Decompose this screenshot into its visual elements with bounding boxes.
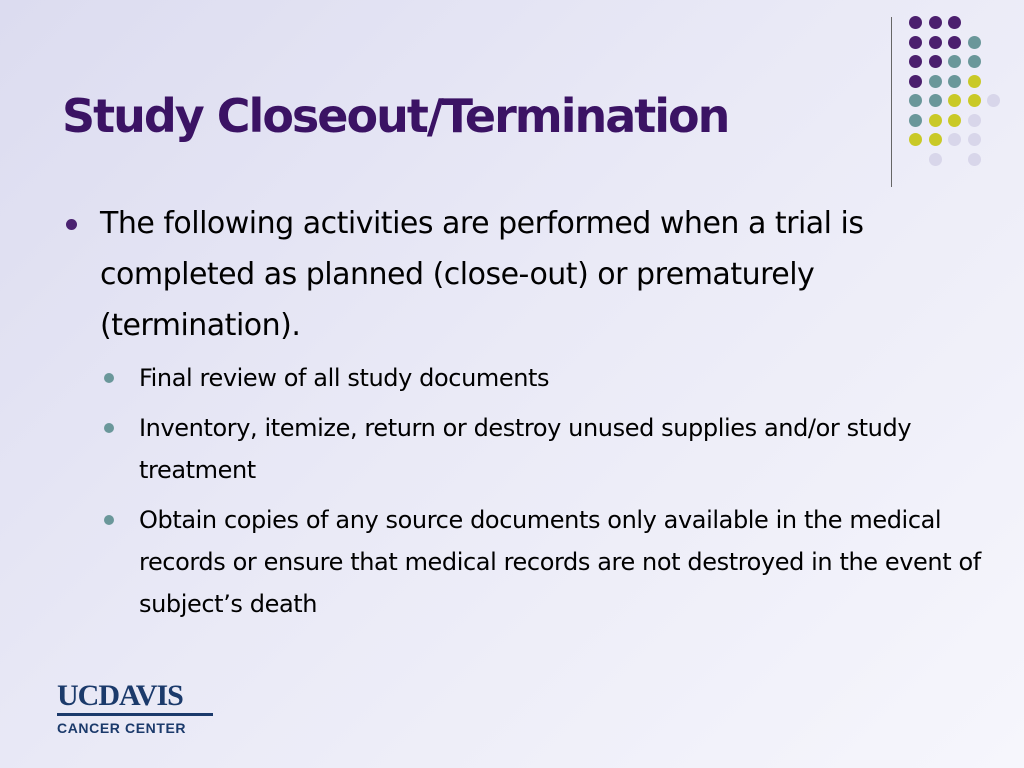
decoration-dot [929,153,942,166]
sub-bullet-dot-icon [104,373,114,383]
sub-bullet-dot-icon [104,423,114,433]
slide-title: Study Closeout/Termination [62,89,729,143]
decoration-dot [929,75,942,88]
decoration-dot [948,36,961,49]
decoration-dot [929,16,942,29]
decoration-dot [909,55,922,68]
dot-pattern-decoration [909,16,1011,162]
bullet-item-main [62,198,982,351]
decoration-dot [968,133,981,146]
decoration-dot [909,94,922,107]
decoration-dot [948,94,961,107]
sub-bullet-text: Obtain copies of any source documents only available in the medical records or ensure that medical records are not destroyed in the event of subject’s death [139,506,981,618]
bullet-text: The following activities are performed when a trial is completed as planned (close-out) or prematurely (termination). [100,206,864,343]
decoration-dot [968,153,981,166]
sub-bullet-text: Inventory, itemize, return or destroy unused supplies and/or study treatment [139,414,912,484]
sub-bullet-text: Final review of all study documents [139,364,550,392]
decoration-dot [929,36,942,49]
decoration-dot [987,94,1000,107]
decoration-dot [968,114,981,127]
ucdavis-cancer-center-logo [57,680,213,736]
logo-subtitle: CANCER CENTER [57,720,187,736]
slide-content [62,198,982,633]
decoration-dot [948,75,961,88]
decoration-dot [929,94,942,107]
decoration-dot [909,114,922,127]
sub-bullet-dot-icon [104,515,114,525]
vertical-divider [891,17,892,187]
decoration-dot [929,114,942,127]
sub-bullet-item [139,407,982,491]
sub-bullet-item [139,357,982,399]
bullet-dot-icon [66,219,77,230]
decoration-dot [909,36,922,49]
decoration-dot [948,55,961,68]
decoration-dot [929,133,942,146]
logo-wordmark: UCDAVIS [57,679,183,712]
sub-bullet-item [139,499,982,625]
decoration-dot [909,75,922,88]
decoration-dot [968,75,981,88]
decoration-dot [948,114,961,127]
decoration-dot [909,16,922,29]
decoration-dot [948,133,961,146]
decoration-dot [929,55,942,68]
decoration-dot [968,55,981,68]
decoration-dot [968,36,981,49]
sub-bullet-list [62,357,982,625]
decoration-dot [948,16,961,29]
decoration-dot [909,133,922,146]
decoration-dot [968,94,981,107]
logo-underline [57,713,213,716]
